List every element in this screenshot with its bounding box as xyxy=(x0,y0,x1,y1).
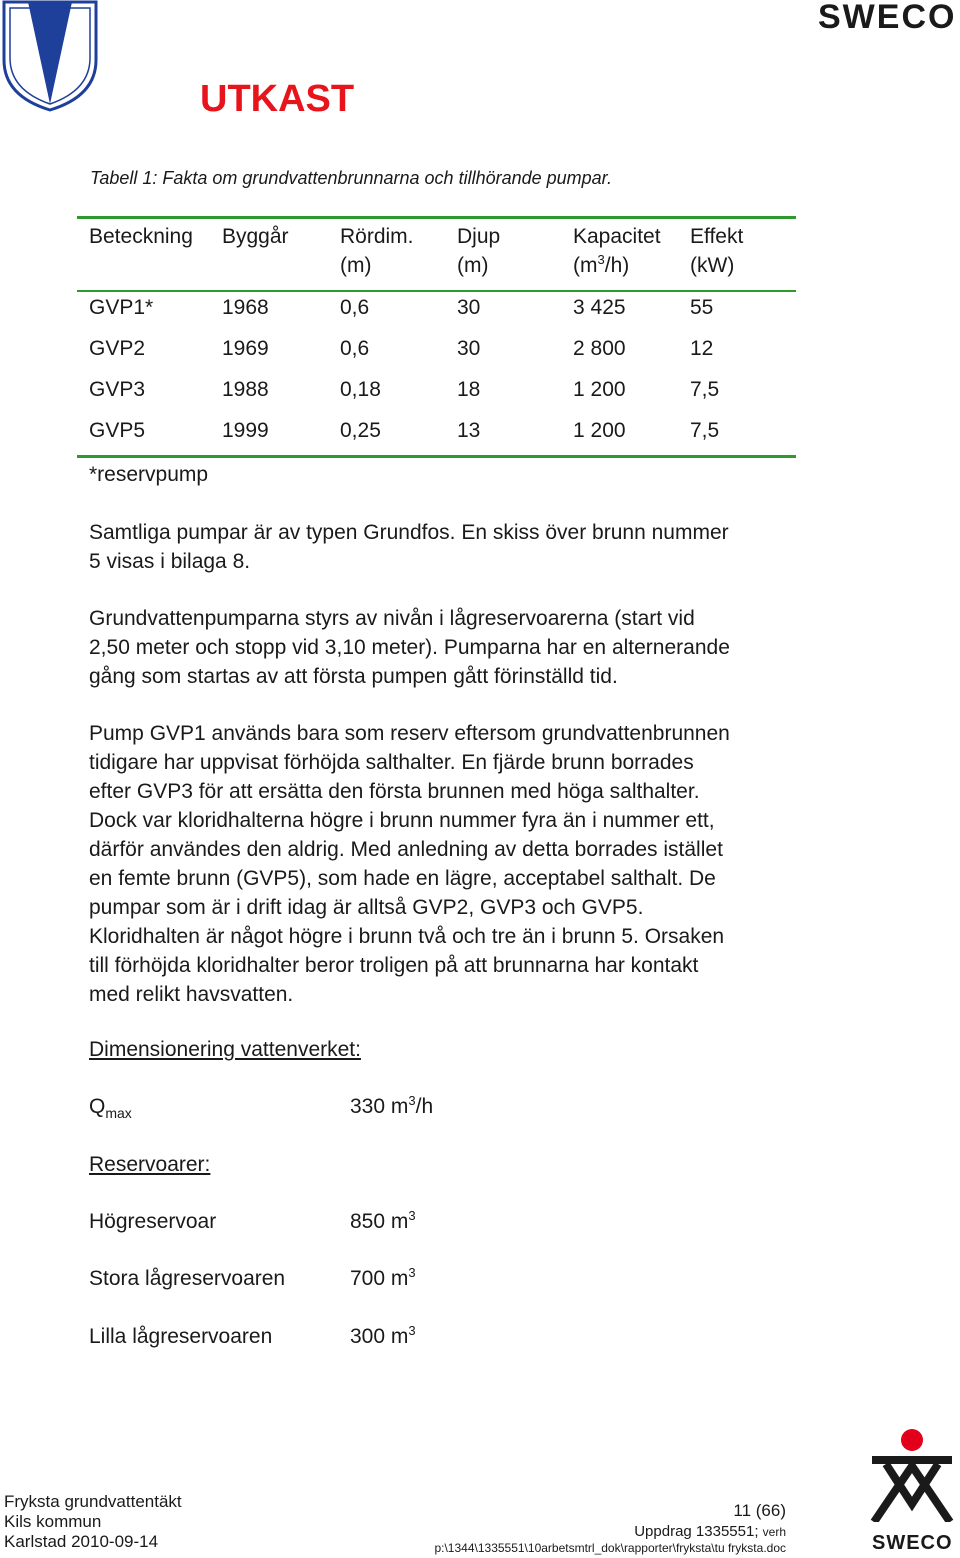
paragraph-pump-control xyxy=(89,604,730,691)
table-cell: 7,5 xyxy=(690,378,720,401)
text-line: till förhöjda kloridhalter beror troligen på att brunnarna har kontakt xyxy=(89,954,699,977)
municipal-crest-logo xyxy=(2,0,98,112)
paragraph-grundfos xyxy=(89,518,729,576)
text-line: Samtliga pumpar är av typen Grundfos. En skiss över brunn nummer xyxy=(89,521,729,544)
text-line: 5 visas i bilaga 8. xyxy=(89,550,251,573)
table-cell: GVP2 xyxy=(89,337,146,360)
table-cell: 0,6 xyxy=(340,337,370,360)
table-cell: 1 200 xyxy=(573,419,626,442)
sweco-logo-footer: SWECO xyxy=(872,1532,953,1554)
column-header-rordim: Rördim. xyxy=(340,225,414,248)
text-line: gång som startas av att första pumpen gått förinställd tid. xyxy=(89,665,618,688)
column-header-kapacitet: Kapacitet xyxy=(573,225,661,248)
text-line: Kloridhalten är något högre i brunn två och tre än i brunn 5. Orsaken xyxy=(89,925,725,948)
text-line: en femte brunn (GVP5), som hade en lägre, acceptabel salthalt. De xyxy=(89,867,716,890)
table-cell: GVP1* xyxy=(89,296,154,319)
table-cell: 2 800 xyxy=(573,337,626,360)
table-cell: 12 xyxy=(690,337,714,360)
column-header-effekt: Effekt xyxy=(690,225,744,248)
table-header-rule xyxy=(77,290,796,292)
table-cell: 18 xyxy=(457,378,481,401)
footer-location-date: Karlstad 2010-09-14 xyxy=(4,1532,159,1551)
text-line: därför användes den aldrig. Med anledning av detta borrades istället xyxy=(89,838,723,861)
footer-municipality: Kils kommun xyxy=(4,1512,102,1531)
text-line: Pump GVP1 används bara som reserv eftersom grundvattenbrunnen xyxy=(89,722,730,745)
column-header-beteckning: Beteckning xyxy=(89,225,193,248)
table-cell: 55 xyxy=(690,296,714,319)
column-header-kapacitet-unit: $(m^3/h)$ xyxy=(573,252,630,277)
footer-left xyxy=(4,1492,182,1552)
table-cell: 1 200 xyxy=(573,378,626,401)
reservoir-value: 700 $m^3$ xyxy=(350,1265,416,1290)
text-line: Dock var kloridhalterna högre i brunn nummer fyra än i nummer ett, xyxy=(89,809,715,832)
qmax-label: $Q_{max}$ xyxy=(89,1095,132,1122)
table-cell: 1969 xyxy=(222,337,269,360)
text-line: efter GVP3 för att ersätta den första brunnen med höga salthalter. xyxy=(89,780,700,803)
reservoir-value: 850 $m^3$ xyxy=(350,1208,416,1233)
table-cell: 3 425 xyxy=(573,296,626,319)
column-header-byggar: Byggår xyxy=(222,225,289,248)
text-line: tidigare har uppvisat förhöjda salthalter. En fjärde brunn borrades xyxy=(89,751,694,774)
table-footnote: *reservpump xyxy=(89,463,209,486)
reservoir-label: Högreservoar xyxy=(89,1210,217,1233)
table-cell: 7,5 xyxy=(690,419,720,442)
text-line: Grundvattenpumparna styrs av nivån i lågreservoarerna (start vid xyxy=(89,607,695,630)
text-line: pumpar som är i drift idag är alltså GVP2, GVP3 och GVP5. xyxy=(89,896,644,919)
table-cell: 1988 xyxy=(222,378,269,401)
page-number: 11 (66) xyxy=(733,1501,786,1520)
table-cell: 13 xyxy=(457,419,481,442)
table-cell: 0,25 xyxy=(340,419,381,442)
table-cell: GVP3 xyxy=(89,378,146,401)
reservoirs-heading: Reservoarer: xyxy=(89,1153,211,1176)
table-cell: 0,18 xyxy=(340,378,381,401)
reservoir-label: Lilla lågreservoaren xyxy=(89,1325,273,1348)
table-cell: 30 xyxy=(457,296,481,319)
column-header-djup-unit: (m) xyxy=(457,254,489,277)
draft-label: UTKAST xyxy=(200,78,355,120)
table-cell: 1999 xyxy=(222,419,269,442)
sweco-logo-header: SWECO xyxy=(818,0,957,36)
footer-project: Fryksta grundvattentäkt xyxy=(4,1492,182,1511)
table-cell: 1968 xyxy=(222,296,269,319)
paragraph-chloride xyxy=(89,719,730,1009)
sweco-emblem-logo xyxy=(866,1428,958,1522)
text-line: med relikt havsvatten. xyxy=(89,983,294,1006)
qmax-value: 330 $m^3/h$ xyxy=(350,1093,434,1118)
file-path: p:\1344\1335551\10arbetsmtrl_dok\rapporter\fryksta\tu fryksta.doc xyxy=(434,1541,786,1555)
table-bottom-rule xyxy=(77,455,796,458)
reservoir-label: Stora lågreservoaren xyxy=(89,1267,286,1290)
table-top-rule xyxy=(77,216,796,219)
column-header-djup: Djup xyxy=(457,225,501,248)
column-header-rordim-unit: (m) xyxy=(340,254,372,277)
table-cell: GVP5 xyxy=(89,419,146,442)
text-line: 2,50 meter och stopp vid 3,10 meter). Pumparna har en alternerande xyxy=(89,636,730,659)
reservoir-value: 300 $m^3$ xyxy=(350,1323,416,1348)
table-caption: Tabell 1: Fakta om grundvattenbrunnarna och tillhörande pumpar. xyxy=(90,168,612,188)
column-header-effekt-unit: (kW) xyxy=(690,254,735,277)
table-cell: 30 xyxy=(457,337,481,360)
dimensioning-heading: Dimensionering vattenverket: xyxy=(89,1038,361,1061)
assignment-number: Uppdrag 1335551; verh xyxy=(634,1523,786,1540)
table-cell: 0,6 xyxy=(340,296,370,319)
